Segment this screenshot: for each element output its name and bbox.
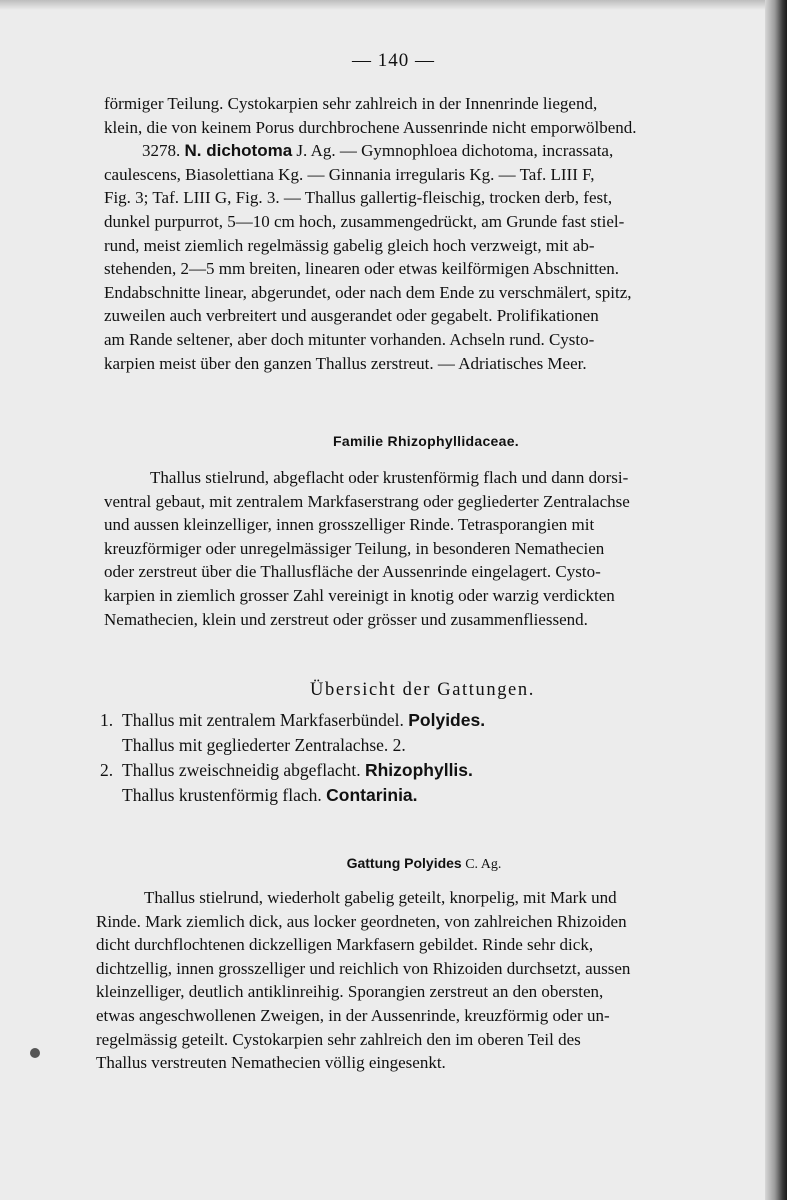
key-text: Thallus krustenförmig flach. — [122, 785, 322, 805]
family-description — [104, 466, 754, 631]
key-row — [100, 758, 740, 783]
genus-line: etwas angeschwollenen Zweigen, in der Aussenrinde, kreuzförmig oder un- — [96, 1005, 610, 1025]
family-line: kreuzförmiger oder unregelmässiger Teilung, in besonderen Nemathecien — [104, 538, 605, 558]
species-line: dunkel purpurrot, 5—10 cm hoch, zusammengedrückt, am Grunde fast stiel- — [104, 211, 625, 231]
key-number: 1. — [100, 710, 114, 730]
key-text: Thallus mit zentralem Markfaserbündel. — [122, 710, 404, 730]
key-heading: Übersicht der Gattungen. — [310, 680, 535, 700]
genus-line: regelmässig geteilt. Cystokarpien sehr zahlreich den im oberen Teil des — [96, 1029, 581, 1049]
family-line: Nemathecien, klein und zerstreut oder grösser und zusammenfliessend. — [104, 609, 588, 629]
key-text: Thallus mit gegliederter Zentralachse. 2. — [122, 735, 406, 755]
key-row — [100, 783, 740, 808]
genus-heading-author: C. Ag. — [461, 857, 502, 872]
family-line: ventral gebaut, mit zentralem Markfaserstrang oder gegliederter Zentralachse — [104, 491, 630, 511]
family-line: karpien in ziemlich grosser Zahl vereinigt in knotig oder warzig verdickten — [104, 585, 615, 605]
species-line: stehenden, 2—5 mm breiten, linearen oder etwas keilförmigen Abschnitten. — [104, 259, 620, 279]
key-genus: Contarinia. — [326, 785, 418, 805]
species-line: Endabschnitte linear, abgerundet, oder nach dem Ende zu verschmälert, spitz, — [104, 282, 632, 302]
species-line: am Rande seltener, aber doch mitunter vorhanden. Achseln rund. Cysto- — [104, 329, 595, 349]
genus-line: kleinzelliger, deutlich antiklinreihig. Sporangien zerstreut an den obersten, — [96, 982, 604, 1002]
key-genus: Polyides. — [408, 710, 486, 730]
continuation-line: förmiger Teilung. Cystokarpien sehr zahlreich in der Innenrinde liegend, — [104, 94, 598, 113]
ink-blot — [30, 1048, 40, 1058]
genus-line: Thallus verstreuten Nemathecien völlig eingesenkt. — [96, 1053, 446, 1073]
family-line: Thallus stielrund, abgeflacht oder krustenförmig flach und dann dorsi- — [150, 468, 629, 487]
key-genus: Rhizophyllis. — [364, 760, 473, 780]
genus-line: Thallus stielrund, wiederholt gabelig geteilt, knorpelig, mit Mark und — [144, 888, 617, 907]
genus-line: Rinde. Mark ziemlich dick, aus locker geordneten, von zahlreichen Rhizoiden — [96, 911, 627, 931]
species-line: Fig. 3; Taf. LIII G, Fig. 3. — Thallus gallertig-fleischig, trocken derb, fest, — [104, 188, 613, 208]
genus-description — [96, 886, 748, 1075]
continuation-line: klein, die von keinem Porus durchbrochene Aussenrinde nicht emporwölbend. — [104, 117, 637, 137]
top-section — [104, 92, 754, 375]
page-binding-shadow — [765, 0, 787, 1200]
species-line: caulescens, Biasolettiana Kg. — Ginnania irregularis Kg. — Taf. LIII F, — [104, 164, 595, 184]
genus-line: dichtzellig, innen grosszelliger und reichlich von Rhizoiden durchsetzt, aussen — [96, 958, 631, 978]
page-number: — 140 — — [352, 50, 435, 71]
genus-heading — [0, 855, 787, 873]
species-line: zuweilen auch verbreitert und ausgerandet oder gegabelt. Prolifikationen — [104, 306, 599, 326]
genus-key — [100, 708, 740, 808]
genus-line: dicht durchflochtenen dickzelligen Markfasern gebildet. Rinde sehr dick, — [96, 935, 594, 955]
species-line: rund, meist ziemlich regelmässig gabelig gleich hoch verzweigt, mit ab- — [104, 235, 595, 255]
family-line: und aussen kleinzelliger, innen grosszelliger Rinde. Tetrasporangien mit — [104, 515, 595, 535]
species-synonyms: J. Ag. — Gymnophloea dichotoma, incrassata, — [292, 141, 614, 161]
species-number: 3278. — [142, 141, 181, 161]
species-line: karpien meist über den ganzen Thallus zerstreut. — Adriatisches Meer. — [104, 353, 587, 373]
species-name: N. dichotoma — [184, 141, 293, 161]
key-number: 2. — [100, 760, 114, 780]
species-entry-header — [104, 139, 754, 163]
family-heading: Familie Rhizophyllidaceae. — [333, 433, 519, 449]
key-row — [100, 733, 740, 758]
genus-heading-name: Gattung Polyides — [346, 855, 462, 871]
family-line: oder zerstreut über die Thallusfläche der Aussenrinde eingelagert. Cysto- — [104, 562, 601, 582]
key-row — [100, 708, 740, 733]
key-text: Thallus zweischneidig abgeflacht. — [122, 760, 361, 780]
page-top-shadow — [0, 0, 787, 10]
